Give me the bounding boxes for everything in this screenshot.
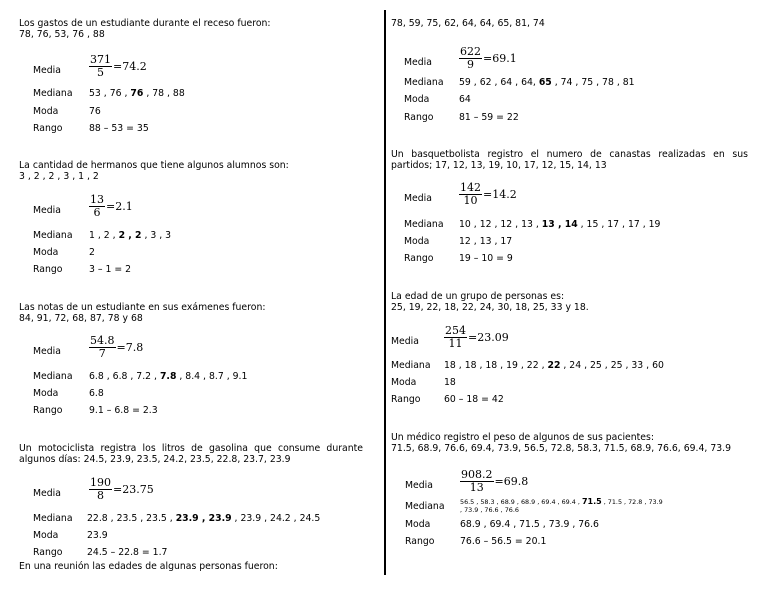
mediana-before: 22.8 , 23.5 , 23.5 , [87,513,176,524]
problem-block [391,291,751,314]
media-fraction: $\frac{254}{11}$ = 23.09 [445,324,509,350]
media-numerator: 371 [90,53,111,66]
mediana-before: 6.8 , 6.8 , 7.2 , [89,371,160,382]
media-label: Media [404,57,432,68]
media-fraction: $\frac{190}{8}$ = 23.75 [90,476,154,502]
media-numerator: 54.8 [90,334,115,347]
mediana-values [460,498,665,514]
mediana-central: 22 [547,360,561,371]
rango-value: 81 – 59 = 22 [459,112,519,123]
problem-block [19,443,363,466]
media-label: Media [33,205,61,216]
media-numerator: 622 [460,45,481,58]
moda-value: 76 [89,106,101,117]
rango-value: 60 – 18 = 42 [444,394,504,405]
continuation-statement: En una reunión las edades de algunas personas fueron: [19,561,278,572]
mediana-after: , 23.9 , 24.2 , 24.5 [231,513,321,524]
mediana-label: Mediana [33,371,73,382]
media-result: 23.75 [122,482,154,496]
mediana-after: , 3 , 3 [141,230,172,241]
media-result: 69.8 [503,474,529,488]
media-result: 69.1 [492,51,517,65]
moda-value: 2 [89,247,95,258]
problem-statement: Los gastos de un estudiante durante el receso fueron: 78, 76, 53, 76 , 88 [19,18,271,41]
media-fraction: $\frac{142}{10}$ = 14.2 [460,181,517,207]
media-label: Media [391,336,419,347]
problem-block [19,18,369,41]
mediana-central: 13 , 14 [541,219,578,230]
mediana-before: 59 , 62 , 64 , 64, [459,77,539,88]
rango-label: Rango [33,123,63,134]
moda-label: Moda [405,519,431,530]
problem-statement: 78, 59, 75, 62, 64, 64, 65, 81, 74 [391,18,545,29]
mediana-central: 2 , 2 [118,230,142,241]
media-denominator: 9 [467,58,474,71]
moda-value: 64 [459,94,471,105]
media-numerator: 254 [445,324,466,337]
mediana-label: Mediana [405,501,445,512]
moda-value: 68.9 , 69.4 , 71.5 , 73.9 , 76.6 [460,519,599,530]
moda-value: 18 [444,377,456,388]
mediana-before: 10 , 12 , 12 , 13 , [459,219,542,230]
mediana-after: , 71.5 , 72.8 , 73.9 , 73.9 , 76.6 , 76.6 [460,498,663,514]
mediana-values [89,88,185,100]
rango-label: Rango [391,394,421,405]
media-denominator: 5 [97,66,104,79]
media-numerator: 13 [90,193,104,206]
moda-value: 12 , 13 , 17 [459,236,513,247]
rango-value: 19 – 10 = 9 [459,253,513,264]
problem-statement: Un motociclista registra los litros de gasolina que consume durante algunos días: 24.5, 23.9, 23.5, 24.2, 23.5, 22.8, 23.7, 23.9 [19,443,363,466]
problem-statement: Las notas de un estudiante en sus exámenes fueron: 84, 91, 72, 68, 87, 78 y 68 [19,302,266,325]
media-result: 2.1 [115,199,133,213]
problem-block [391,18,751,29]
media-fraction: $\frac{371}{5}$ = 74.2 [90,53,147,79]
problem-statement: La edad de un grupo de personas es: 25, 19, 22, 18, 22, 24, 30, 18, 25, 33 y 18. [391,291,589,314]
moda-label: Moda [33,388,59,399]
rango-value: 24.5 – 22.8 = 1.7 [87,547,168,558]
mediana-after: , 74 , 75 , 78 , 81 [551,77,635,88]
mediana-after: , 15 , 17 , 17 , 19 [577,219,661,230]
media-numerator: 190 [90,476,111,489]
media-denominator: 8 [97,489,104,502]
media-result: 74.2 [122,59,147,73]
media-label: Media [33,488,61,499]
media-denominator: 7 [98,347,106,360]
media-result: 14.2 [492,187,517,201]
mediana-after: , 78 , 88 [143,88,185,99]
moda-label: Moda [404,94,430,105]
media-fraction: $\frac{54.8}{7}$ = 7.8 [90,334,144,360]
media-result: 23.09 [477,330,509,344]
mediana-central: 23.9 , 23.9 [175,513,232,524]
mediana-central: 65 [538,77,552,88]
mediana-label: Mediana [404,77,444,88]
rango-label: Rango [404,112,434,123]
media-result: 7.8 [125,340,144,354]
mediana-label: Mediana [404,219,444,230]
rango-label: Rango [405,536,435,547]
rango-value: 9.1 – 6.8 = 2.3 [89,405,158,416]
media-denominator: 13 [469,481,484,494]
mediana-before: 56.5 , 58.3 , 68.9 , 68.9 , 69.4 , 69.4 , [460,498,582,506]
column-divider [384,10,386,575]
media-fraction: $\frac{908.2}{13}$ = 69.8 [461,468,529,494]
mediana-label: Mediana [33,513,73,524]
mediana-label: Mediana [33,88,73,99]
moda-label: Moda [33,106,59,117]
mediana-label: Mediana [33,230,73,241]
media-fraction: $\frac{622}{9}$ = 69.1 [460,45,517,71]
media-label: Media [33,65,61,76]
mediana-values [444,360,664,372]
mediana-values [459,219,660,231]
mediana-central: 76 [130,88,144,99]
problem-block [19,160,369,183]
rango-label: Rango [33,547,63,558]
problem-statement: La cantidad de hermanos que tiene algunos alumnos son: 3 , 2 , 2 , 3 , 1 , 2 [19,160,289,183]
rango-value: 3 – 1 = 2 [89,264,132,275]
mediana-label: Mediana [391,360,431,371]
mediana-central: 71.5 [581,497,602,506]
rango-label: Rango [404,253,434,264]
moda-label: Moda [391,377,417,388]
problem-block [391,432,763,455]
mediana-values [459,77,635,89]
media-numerator: 142 [460,181,481,194]
moda-label: Moda [33,247,59,258]
media-numerator: 908.2 [461,468,493,481]
media-denominator: 10 [463,194,478,207]
media-denominator: 6 [93,206,101,219]
rango-label: Rango [33,405,63,416]
rango-label: Rango [33,264,63,275]
problem-statement: Un basquetbolista registro el numero de canastas realizadas en sus partidos; 17, 12, 13, 19, 10, 17, 12, 15, 14, 13 [391,149,748,172]
problem-block [391,149,748,172]
media-label: Media [404,193,432,204]
media-label: Media [33,346,61,357]
mediana-values [89,371,247,383]
mediana-values [87,513,320,525]
rango-value: 76.6 – 56.5 = 20.1 [460,536,547,547]
media-denominator: 11 [448,337,463,350]
rango-value: 88 – 53 = 35 [89,123,149,134]
media-fraction: $\frac{13}{6}$ = 2.1 [90,193,133,219]
moda-value: 6.8 [89,388,104,399]
moda-label: Moda [404,236,430,247]
moda-label: Moda [33,530,59,541]
mediana-values [89,230,171,242]
mediana-before: 18 , 18 , 18 , 19 , 22 , [444,360,548,371]
media-label: Media [405,480,433,491]
mediana-central: 7.8 [159,371,177,382]
moda-value: 23.9 [87,530,108,541]
mediana-after: , 24 , 25 , 25 , 33 , 60 [560,360,664,371]
mediana-before: 53 , 76 , [89,88,131,99]
problem-block [19,302,369,325]
mediana-before: 1 , 2 , [89,230,119,241]
mediana-after: , 8.4 , 8.7 , 9.1 [176,371,248,382]
problem-statement: Un médico registro el peso de algunos de sus pacientes: 71.5, 68.9, 76.6, 69.4, 73.9, 56.5, 72.8, 58.3, 71.5, 68.9, 76.6, 69.4, 73.9 [391,432,732,455]
